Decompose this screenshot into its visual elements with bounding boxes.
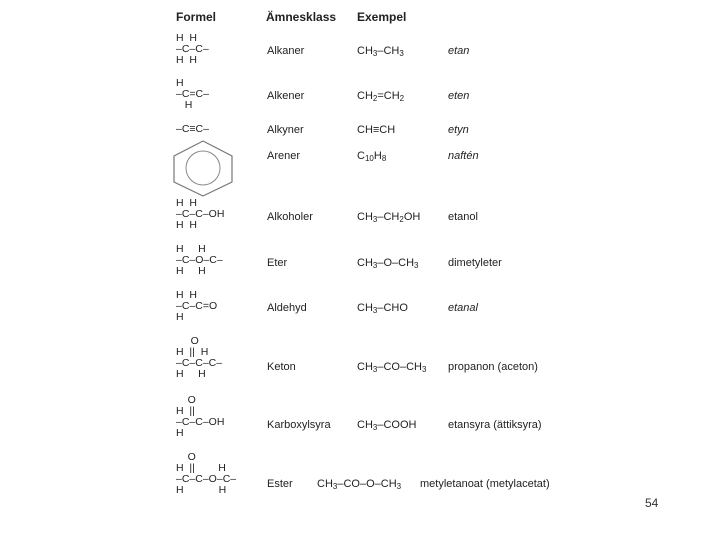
formula-aldehyde: H H –C–C=O H <box>176 289 218 323</box>
example-ester: $CH_3-CO-O-CH_3$ <box>317 478 402 491</box>
example-aldehyde: $CH_3$–CHO <box>357 302 408 315</box>
page-number: 54 <box>645 496 659 510</box>
example-arene: $C_{10}H_8$ <box>357 150 387 163</box>
class-aldehyde: Aldehyd <box>267 302 307 314</box>
formula-ketone: O H || H –C–C–C– H H <box>176 335 223 380</box>
formula-alcohol: H H –C–C–OH H H <box>176 197 225 231</box>
example-carboxylic-acid: $CH_3$–COOH <box>357 419 417 432</box>
benzene-ring-icon <box>170 139 236 197</box>
class-alkyne: Alkyner <box>267 124 304 136</box>
example-alcohol: $CH_3-CH_2OH$ <box>357 211 421 224</box>
example-ether: $CH_3-O-CH_3$ <box>357 257 419 270</box>
name-alkyne: etyn <box>448 124 469 136</box>
class-arene: Arener <box>267 150 301 162</box>
class-carboxylic-acid: Karboxylsyra <box>267 419 331 431</box>
header-class: Ämnesklass <box>266 10 337 24</box>
name-ester: metyletanoat (metylacetat) <box>420 478 550 490</box>
name-carboxylic-acid: etansyra (ättiksyra) <box>448 419 542 431</box>
formula-ether: H H –C–O–C– H H <box>176 243 223 277</box>
name-arene: naftén <box>448 150 479 162</box>
header-example: Exempel <box>357 10 407 24</box>
class-alkene: Alkener <box>267 90 305 102</box>
header-formula: Formel <box>176 10 217 24</box>
formula-carboxylic-acid: O H || –C–C–OH H <box>176 394 225 439</box>
name-alkane: etan <box>448 45 470 57</box>
example-ketone: $CH_3-CO-CH_3$ <box>357 361 427 374</box>
formula-alkane: H H –C–C– H H <box>176 32 209 66</box>
example-alkane: $CH_3-CH_3$ <box>357 45 404 58</box>
class-ether: Eter <box>267 257 288 269</box>
name-ketone: propanon (aceton) <box>448 361 538 373</box>
formula-alkene: H –C=C– H <box>176 77 209 111</box>
name-alcohol: etanol <box>448 211 478 223</box>
example-alkene: $CH_2=CH_2$ <box>357 90 405 103</box>
class-ester: Ester <box>267 478 293 490</box>
name-aldehyde: etanal <box>448 302 478 314</box>
formula-ester: O H || H –C–C–O–C– H H <box>176 451 237 496</box>
class-alkane: Alkaner <box>267 45 305 57</box>
class-alcohol: Alkoholer <box>267 211 313 223</box>
name-alkene: eten <box>448 90 470 102</box>
name-ether: dimetyleter <box>448 257 502 269</box>
formula-alkyne: –C≡C– <box>176 123 209 135</box>
class-ketone: Keton <box>267 361 296 373</box>
example-alkyne: CH≡CH <box>357 124 396 136</box>
